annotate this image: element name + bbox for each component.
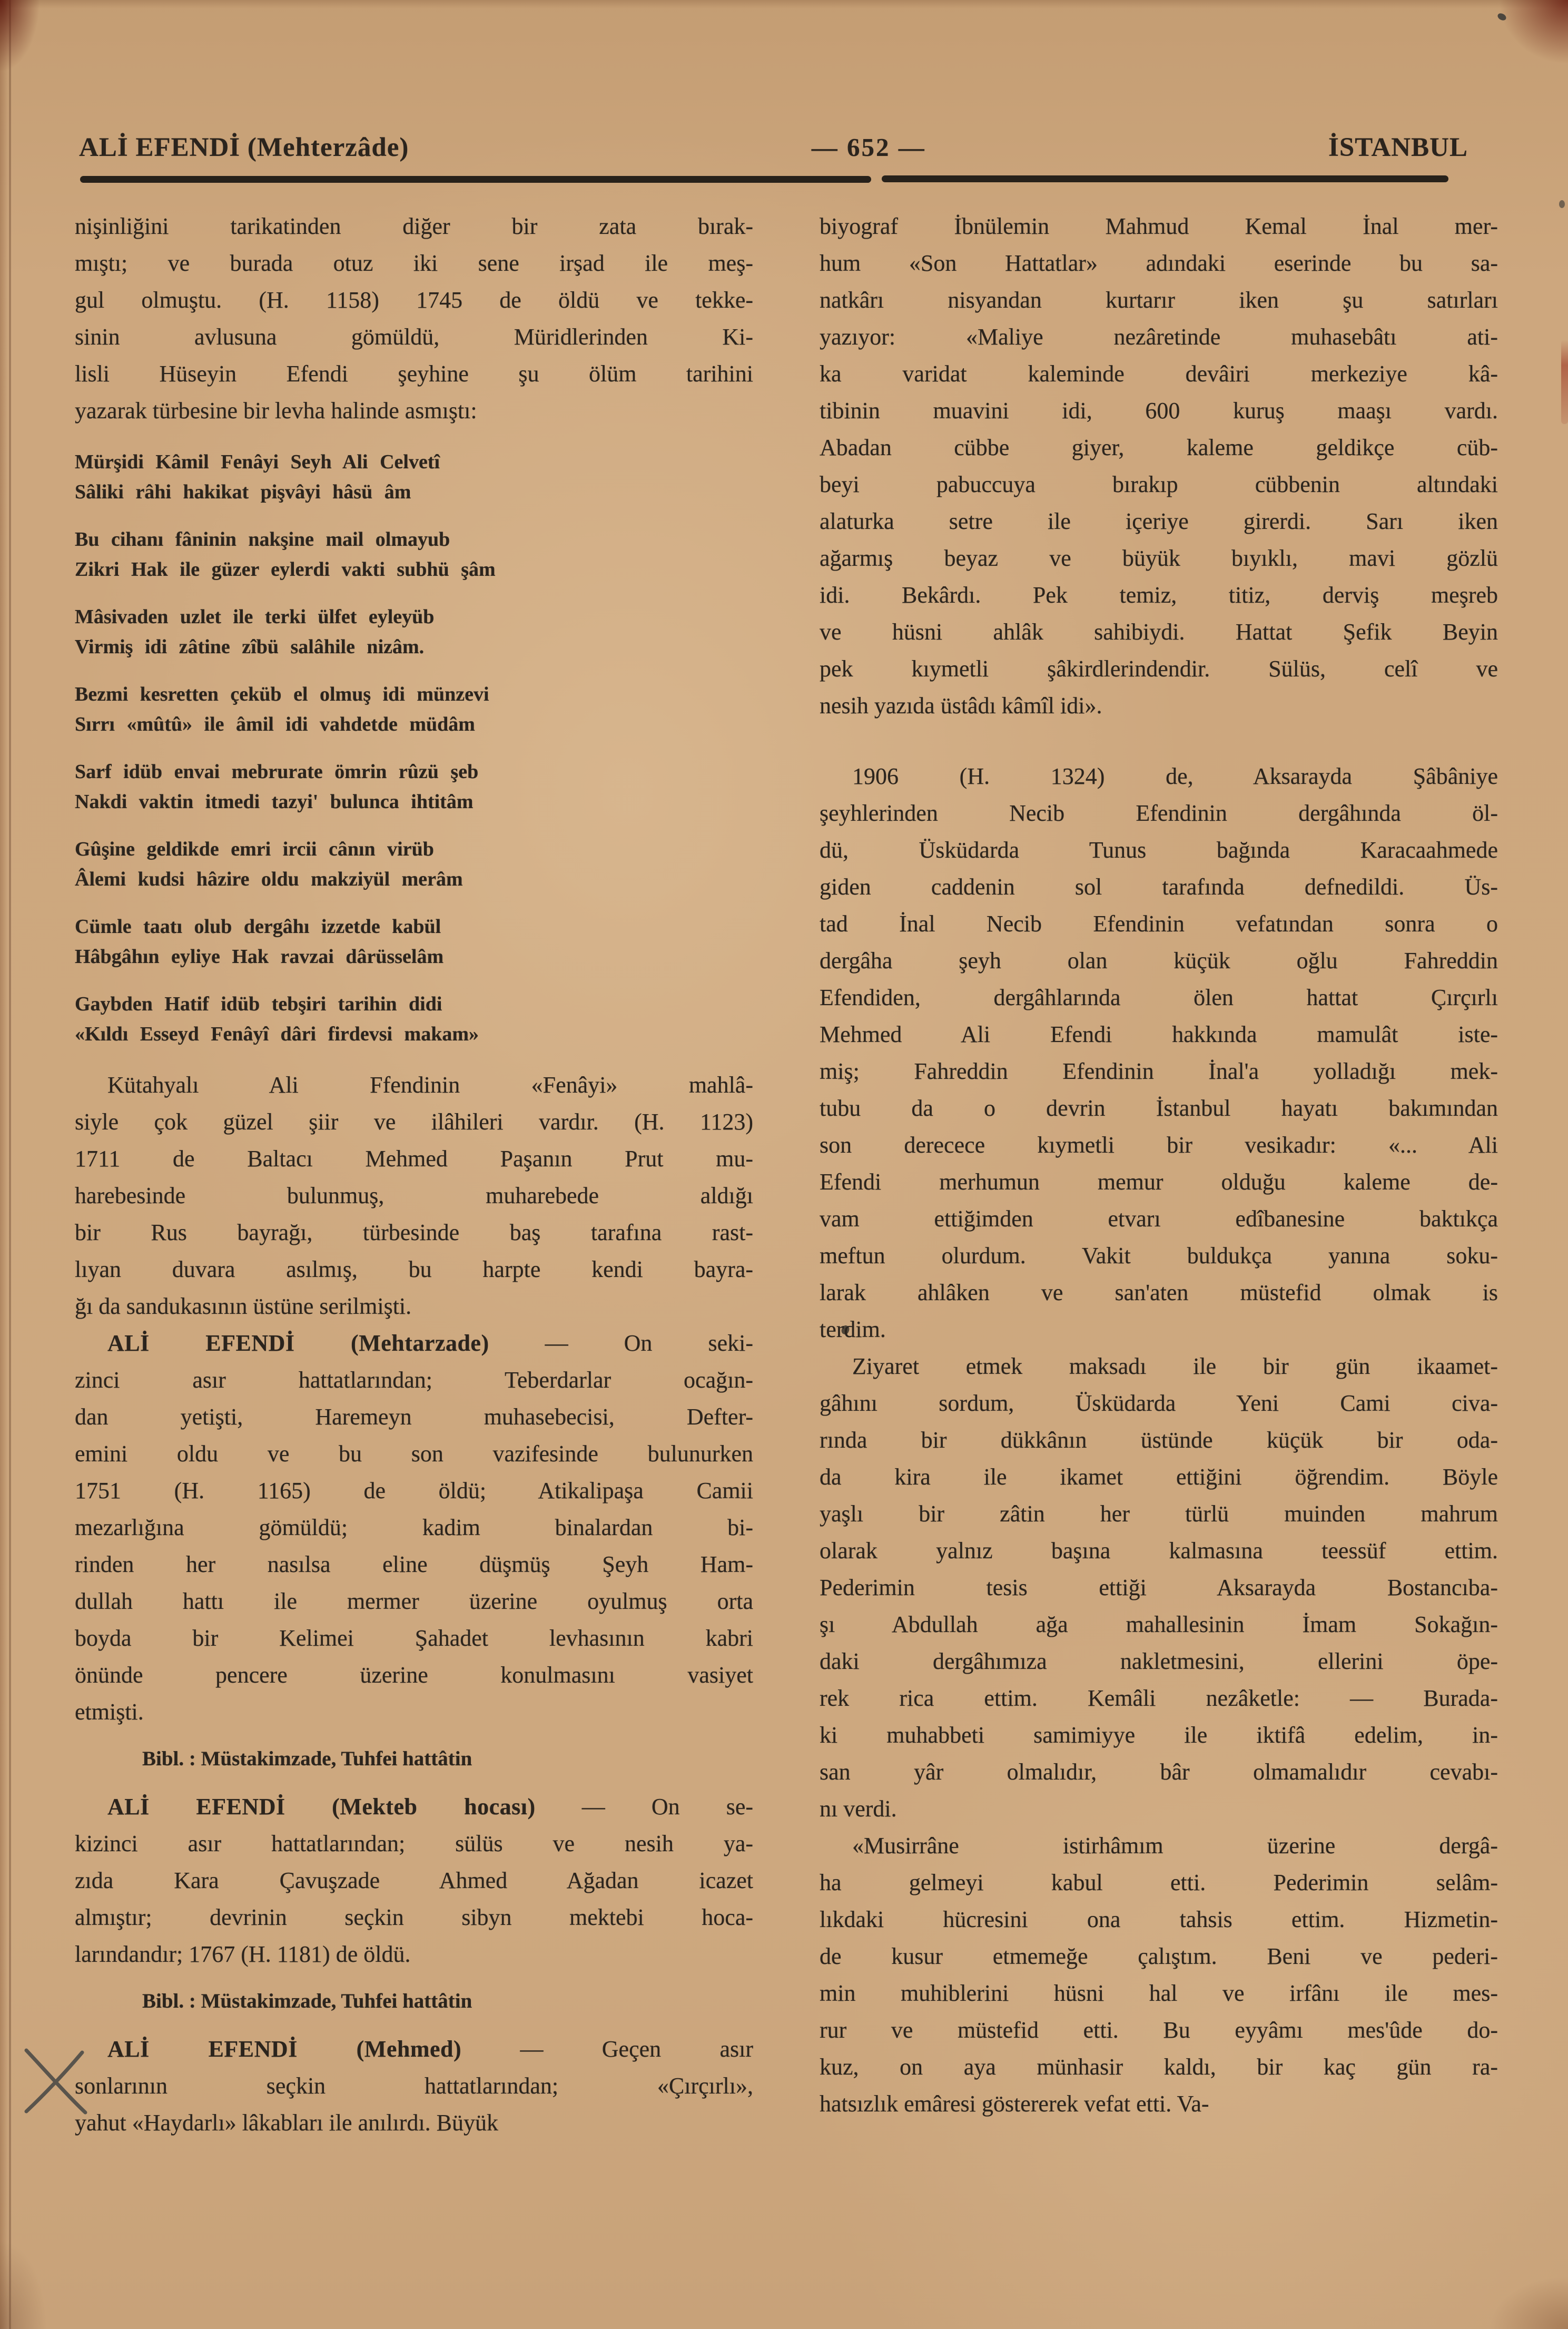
text-line: mıştı; ve burada otuz iki sene irşad ile meş- bbox=[75, 250, 753, 276]
text-line: da kira ile ikamet ettiğini öğrendim. Böyle bbox=[820, 1464, 1498, 1490]
text-line: Sâliki râhi hakikat pişvâyi hâsü âm bbox=[75, 481, 411, 503]
paragraph bbox=[820, 758, 1498, 1348]
text-line: dü, Üsküdarda Tunus bağında Karacaahmede bbox=[820, 837, 1498, 863]
text-line: rek rica ettim. Kemâli nezâketle: — Burada- bbox=[820, 1685, 1498, 1711]
text-line: «Kıldı Esseyd Fenâyî dâri firdevsi makam» bbox=[75, 1023, 479, 1045]
text-line: 1906 (H. 1324) de, Aksarayda Şâbâniye bbox=[852, 763, 1498, 789]
text-line: son derecece kıymetli bir vesikadır: «... Ali bbox=[820, 1132, 1498, 1158]
text-line: ALİ EFENDİ (Mehmed) — Geçen asır bbox=[107, 2036, 753, 2062]
page-number: — 652 — bbox=[811, 133, 926, 162]
text-line: yaşlı bir zâtin her türlü muinden mahrum bbox=[820, 1501, 1498, 1527]
text-line: şı Abdullah ağa mahallesinin İmam Sokağın- bbox=[820, 1611, 1498, 1637]
text-line: daki dergâhımıza nakletmesini, ellerini öpe- bbox=[820, 1648, 1498, 1674]
text-line: Zikri Hak ile güzer eylerdi vakti subhü şâm bbox=[75, 558, 496, 581]
left-text-column bbox=[75, 208, 753, 2141]
header-rule-left-segment bbox=[80, 176, 871, 183]
running-head-volume-title: İSTANBUL bbox=[1328, 133, 1468, 162]
text-line: Ziyaret etmek maksadı ile bir gün ikaamet- bbox=[852, 1353, 1498, 1379]
text-line: Gûşine geldikde emri ircii cânın virüb bbox=[75, 838, 434, 860]
header-rule-right-segment bbox=[882, 175, 1448, 182]
text-line: Sarf idüb envai mebrurate ömrin rûzü şeb bbox=[75, 761, 479, 783]
text-line: dergâha şeyh olan küçük oğlu Fahreddin bbox=[820, 948, 1498, 974]
paragraph bbox=[75, 1788, 753, 1973]
text-line: larındandır; 1767 (H. 1181) de öldü. bbox=[75, 1941, 411, 1967]
text-line: zinci asır hattatlarından; Teberdarlar ocağın- bbox=[75, 1367, 753, 1393]
text-line: natkârı nisyandan kurtarır iken şu satırları bbox=[820, 287, 1498, 313]
text-line: siyle çok güzel şiir ve ilâhileri vardır. (H. 1123) bbox=[75, 1109, 753, 1135]
text-line: Kütahyalı Ali Ffendinin «Fenâyi» mahlâ- bbox=[107, 1072, 753, 1098]
text-line: larak ahlâken ve san'aten müstefid olmak is bbox=[820, 1280, 1498, 1305]
text-line: Sırrı «mûtû» ile âmil idi vahdetde müdâm bbox=[75, 713, 475, 735]
corner-shadow-bottom-left bbox=[0, 2239, 47, 2329]
text-line: min muhiblerini hüsni hal ve irfânı ile mes- bbox=[820, 1980, 1498, 2006]
bibliography-line: Bibl. : Müstakimzade, Tuhfei hattâtin bbox=[142, 1747, 472, 1770]
text-line: giden caddenin sol tarafında defnedildi. Üs- bbox=[820, 874, 1498, 900]
text-line: yahut «Haydarlı» lâkabları ile anılırdı. Büyük bbox=[75, 2110, 499, 2136]
text-line: ğı da sandukasının üstüne serilmişti. bbox=[75, 1293, 412, 1319]
right-text-column bbox=[820, 208, 1498, 2122]
text-line: boyda bir Kelimei Şahadet levhasının kabri bbox=[75, 1625, 753, 1651]
x-annotation-mark bbox=[21, 2046, 91, 2117]
text-line: 1711 de Baltacı Mehmed Paşanın Prut mu- bbox=[75, 1146, 753, 1172]
verse-couplet bbox=[75, 757, 753, 817]
corner-shadow-bottom-right bbox=[1489, 2276, 1568, 2329]
text-line: bir Rus bayrağı, türbesinde baş tarafına rast- bbox=[75, 1220, 753, 1245]
verse-couplet bbox=[75, 680, 753, 740]
text-line: harebesinde bulunmuş, muharebede aldığı bbox=[75, 1183, 753, 1208]
text-line: ha gelmeyi kabul etti. Pederimin selâm- bbox=[820, 1870, 1498, 1895]
verse-couplet bbox=[75, 834, 753, 895]
text-line: vam ettiğimden etvarı edîbanesine baktıkça bbox=[820, 1206, 1498, 1232]
text-line: nı verdi. bbox=[820, 1796, 897, 1822]
text-line: 1751 (H. 1165) de öldü; Atikalipaşa Camii bbox=[75, 1478, 753, 1503]
text-line: hum «Son Hattatlar» adındaki eserinde bu sa- bbox=[820, 250, 1498, 276]
running-head-article-title: ALİ EFENDİ (Mehterzâde) bbox=[79, 133, 409, 162]
text-line: Efendi merhumun memur olduğu kaleme de- bbox=[820, 1169, 1498, 1195]
text-line: ki muhabbeti samimiyye ile iktifâ edelim, in- bbox=[820, 1722, 1498, 1748]
text-line: idi. Bekârdı. Pek temiz, titiz, derviş meşreb bbox=[820, 582, 1498, 608]
text-line: lıyan duvara asılmış, bu harpte kendi bayra- bbox=[75, 1256, 753, 1282]
text-line: dan yetişti, Haremeyn muhasebecisi, Defter- bbox=[75, 1404, 753, 1430]
text-line: tubu da o devrin İstanbul hayatı bakımından bbox=[820, 1095, 1498, 1121]
corner-stain-top-left bbox=[0, 0, 39, 71]
text-line: Bezmi kesretten çeküb el olmuş idi münzevi bbox=[75, 683, 489, 705]
page-left-edge-line bbox=[9, 0, 11, 2329]
verse-block bbox=[75, 447, 753, 1049]
text-line: Cümle taatı olub dergâhı izzetde kabül bbox=[75, 916, 441, 938]
text-line: mezarlığına gömüldü; kadim binalardan bi- bbox=[75, 1515, 753, 1540]
text-line: san yâr olmalıdır, bâr olmamalıdır cevabı- bbox=[820, 1759, 1498, 1785]
page-top-edge-shadow bbox=[0, 0, 1568, 8]
text-line: almıştır; devrinin seçkin sibyn mektebi hoca- bbox=[75, 1904, 753, 1930]
text-line: Âlemi kudsi hâzire oldu makziyül merâm bbox=[75, 868, 463, 890]
text-line: miş; Fahreddin Efendinin İnal'a yolladığı mek- bbox=[820, 1058, 1498, 1084]
bibliography-line: Bibl. : Müstakimzade, Tuhfei hattâtin bbox=[142, 1990, 472, 2012]
paragraph bbox=[75, 1067, 753, 1325]
ink-speck bbox=[1559, 200, 1565, 208]
text-line: kuz, on aya münhasir kaldı, bir kaç gün ra- bbox=[820, 2054, 1498, 2080]
text-line: Mehmed Ali Efendi hakkında mamulât iste- bbox=[820, 1021, 1498, 1047]
text-line: alaturka setre ile içeriye girerdi. Sarı iken bbox=[820, 508, 1498, 534]
text-line: ve hüsni ahlâk sahibiydi. Hattat Şefik Beyin bbox=[820, 619, 1498, 645]
verse-couplet bbox=[75, 525, 753, 585]
text-line: gâhını sordum, Üsküdarda Yeni Cami civa- bbox=[820, 1390, 1498, 1416]
text-line: Bu cihanı fâninin nakşine mail olmayub bbox=[75, 528, 450, 551]
text-line: «Musirrâne istirhâmım üzerine dergâ- bbox=[852, 1833, 1498, 1859]
text-line: etmişti. bbox=[75, 1699, 144, 1725]
text-line: tibinin muavini idi, 600 kuruş maaşı vardı. bbox=[820, 398, 1498, 424]
text-line: rur ve müstefid etti. Bu eyyâmı mes'ûde do- bbox=[820, 2017, 1498, 2043]
text-line: sinin avlusuna gömüldü, Müridlerinden Ki- bbox=[75, 324, 753, 350]
paragraph bbox=[75, 208, 753, 429]
text-line: önünde pencere üzerine konulmasını vasiyet bbox=[75, 1662, 753, 1688]
paragraph bbox=[820, 208, 1498, 724]
text-line: Efendiden, dergâhlarında ölen hattat Çırçırlı bbox=[820, 985, 1498, 1010]
paragraph bbox=[75, 1325, 753, 1731]
text-line: kizinci asır hattatlarından; sülüs ve nesih ya- bbox=[75, 1831, 753, 1856]
text-line: Mâsivaden uzlet ile terki ülfet eyleyüb bbox=[75, 606, 435, 628]
page-left-edge-shadow bbox=[0, 0, 8, 2329]
text-line: yazıyor: «Maliye nezâretinde muhasebâtı ati- bbox=[820, 324, 1498, 350]
red-edge-streak bbox=[1561, 340, 1568, 424]
text-line: nesih yazıda üstâdı kâmîl idi». bbox=[820, 693, 1102, 719]
verse-couplet bbox=[75, 447, 753, 507]
paragraph bbox=[820, 1348, 1498, 1827]
corner-stain-top-right bbox=[1498, 0, 1568, 64]
text-line: ALİ EFENDİ (Mekteb hocası) — On se- bbox=[107, 1794, 753, 1820]
paragraph bbox=[820, 1827, 1498, 2122]
text-line: Mürşidi Kâmil Fenâyi Seyh Ali Celvetî bbox=[75, 451, 440, 473]
paragraph bbox=[75, 2031, 753, 2141]
text-line: Pederimin tesis ettiği Aksarayda Bostancıba- bbox=[820, 1575, 1498, 1600]
text-line: rinden her nasılsa eline düşmüş Şeyh Ham- bbox=[75, 1551, 753, 1577]
text-line: Gaybden Hatif idüb tebşiri tarihin didi bbox=[75, 993, 442, 1015]
text-line: hatsızlık emâresi göstererek vefat etti. Va- bbox=[820, 2091, 1209, 2117]
text-line: emini oldu ve bu son vazifesinde bulunurken bbox=[75, 1441, 753, 1467]
text-line: yazarak türbesine bir levha halinde asmıştı: bbox=[75, 398, 477, 424]
text-line: sonlarının seçkin hattatlarından; «Çırçırlı», bbox=[75, 2073, 753, 2099]
text-line: rında bir dükkânın üstünde küçük bir oda- bbox=[820, 1427, 1498, 1453]
text-line: Hâbgâhın eyliye Hak ravzai dârüsselâm bbox=[75, 946, 444, 968]
text-line: meftun olurdum. Vakit buldukça yanına soku- bbox=[820, 1243, 1498, 1269]
text-line: zıda Kara Çavuşzade Ahmed Ağadan icazet bbox=[75, 1868, 753, 1893]
text-line: beyi pabuccuya bırakıp cübbenin altındaki bbox=[820, 471, 1498, 497]
verse-couplet bbox=[75, 602, 753, 662]
text-line: de kusur etmemeğe çalıştım. Beni ve pederi- bbox=[820, 1943, 1498, 1969]
text-line: lisli Hüseyin Efendi şeyhine şu ölüm tarihini bbox=[75, 361, 753, 387]
text-line: Virmiş idi zâtine zîbü salâhile nizâm. bbox=[75, 636, 425, 658]
text-line: ka varidat kaleminde devâiri merkeziye kâ- bbox=[820, 361, 1498, 387]
text-line: şeyhlerinden Necib Efendinin dergâhında öl- bbox=[820, 800, 1498, 826]
text-line: terdim. bbox=[820, 1316, 886, 1342]
text-line: biyograf İbnülemin Mahmud Kemal İnal mer- bbox=[820, 213, 1498, 239]
text-line: Nakdi vaktin itmedi tazyi' bulunca ihtitâm bbox=[75, 791, 474, 813]
text-line: olarak yalnız başına kalmasına teessüf ettim. bbox=[820, 1538, 1498, 1564]
verse-couplet bbox=[75, 912, 753, 972]
text-line: dullah hattı ile mermer üzerine oyulmuş orta bbox=[75, 1588, 753, 1614]
text-line: ağarmış beyaz ve büyük bıyıklı, mavi gözlü bbox=[820, 545, 1498, 571]
text-line: lıkdaki hücresini ona tahsis ettim. Hizmetin- bbox=[820, 1907, 1498, 1932]
text-line: tad İnal Necib Efendinin vefatından sonra o bbox=[820, 911, 1498, 937]
text-line: nişinliğini tarikatinden diğer bir zata bırak- bbox=[75, 213, 753, 239]
running-head bbox=[79, 132, 1468, 163]
text-line: gul olmuştu. (H. 1158) 1745 de öldü ve tekke- bbox=[75, 287, 753, 313]
verse-couplet bbox=[75, 989, 753, 1049]
text-line: ALİ EFENDİ (Mehtarzade) — On seki- bbox=[107, 1330, 753, 1356]
text-line: pek kıymetli şâkirdlerindendir. Sülüs, celî ve bbox=[820, 656, 1498, 682]
text-line: Abadan cübbe giyer, kaleme geldikçe cüb- bbox=[820, 435, 1498, 460]
